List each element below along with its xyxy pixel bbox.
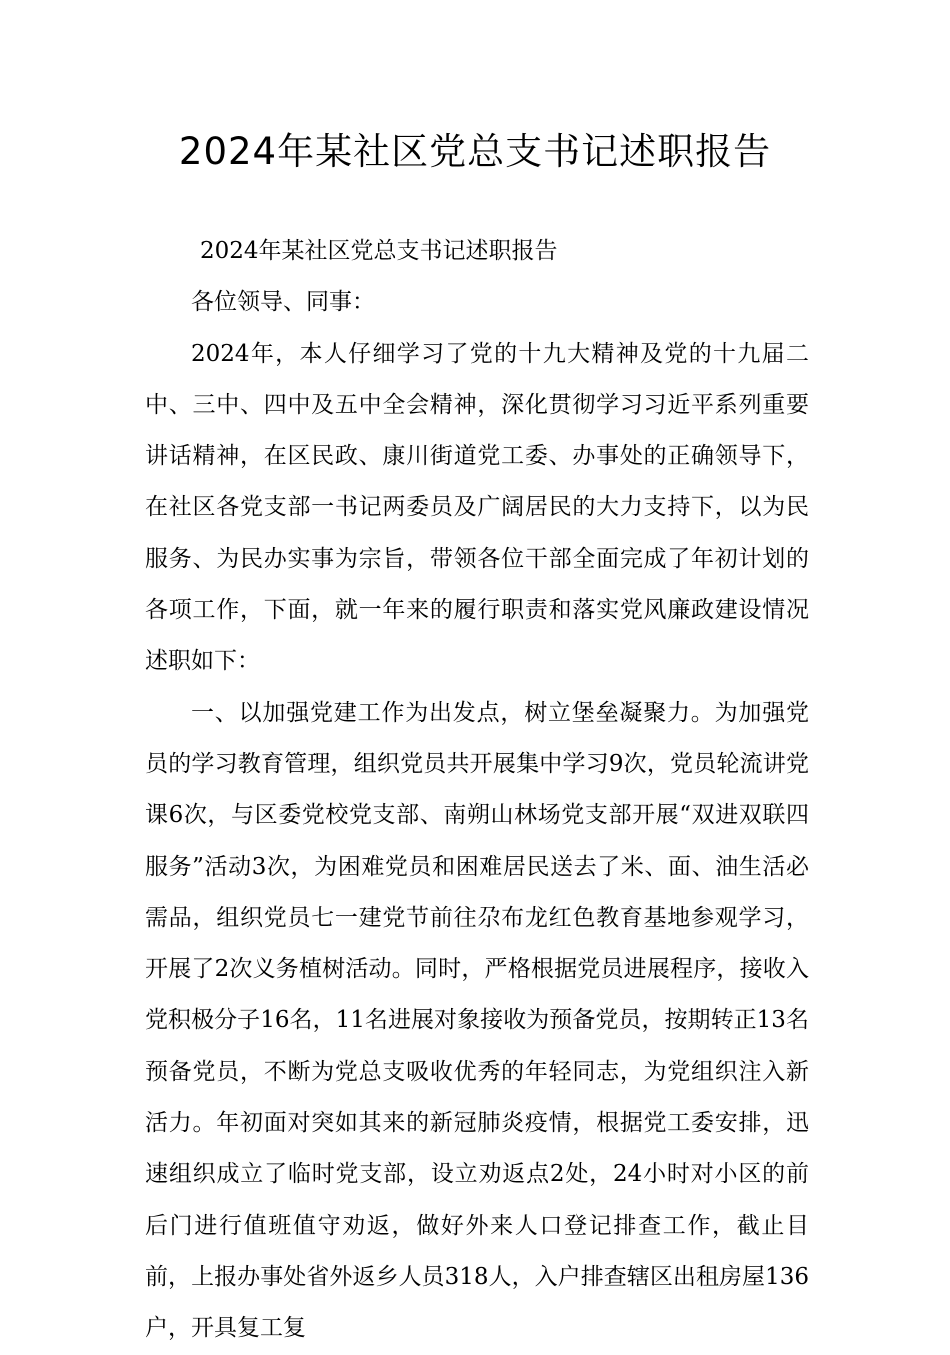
document-title: 2024年某社区党总支书记述职报告 — [178, 130, 772, 173]
body-paragraph: 一、以加强党建工作为出发点，树立堡垒凝聚力。为加强党员的学习教育管理，组织党员共开展集中学习9次，党员轮流讲党课6次，与区委党校党支部、南朔山林场党支部开展“双进双联四服务”活动3次，为困难党员和困难居民送去了米、面、油生活必需品，组织党员七一建党节前往尕布龙红色教育基地参观学习，开展了2次义务植树活动。同时，严格根据党员进展程序，接收入党积极分子16名，11名进展对象接收为预备党员，按期转正13名预备党员，不断为党总支吸收优秀的年轻同志，为党组织注入新活力。年初面对突如其来的新冠肺炎疫情，根据党工委安排，迅速组织成立了临时党支部，设立劝返点2处，24小时对小区的前后门进行值班值守劝返，做好外来人口登记排查工作，截止目前，上报办事处省外返乡人员318人，入户排查辖区出租房屋136户，开具复工复 — [145, 699, 809, 1342]
greeting-line: 各位领导、同事： — [191, 289, 375, 316]
body-paragraph: 2024年，本人仔细学习了党的十九大精神及党的十九届二中、三中、四中及五中全会精神，深化贯彻学习习近平系列重要讲话精神，在区民政、康川街道党工委、办事处的正确领导下，在社区各党支部一书记两委员及广阔居民的大力支持下，以为民服务、为民办实事为宗旨，带领各位干部全面完成了年初计划的各项工作，下面，就一年来的履行职责和落实党风廉政建设情况述职如下： — [145, 340, 809, 675]
document-subtitle: 2024年某社区党总支书记述职报告 — [200, 238, 558, 264]
document-body — [145, 226, 809, 1355]
